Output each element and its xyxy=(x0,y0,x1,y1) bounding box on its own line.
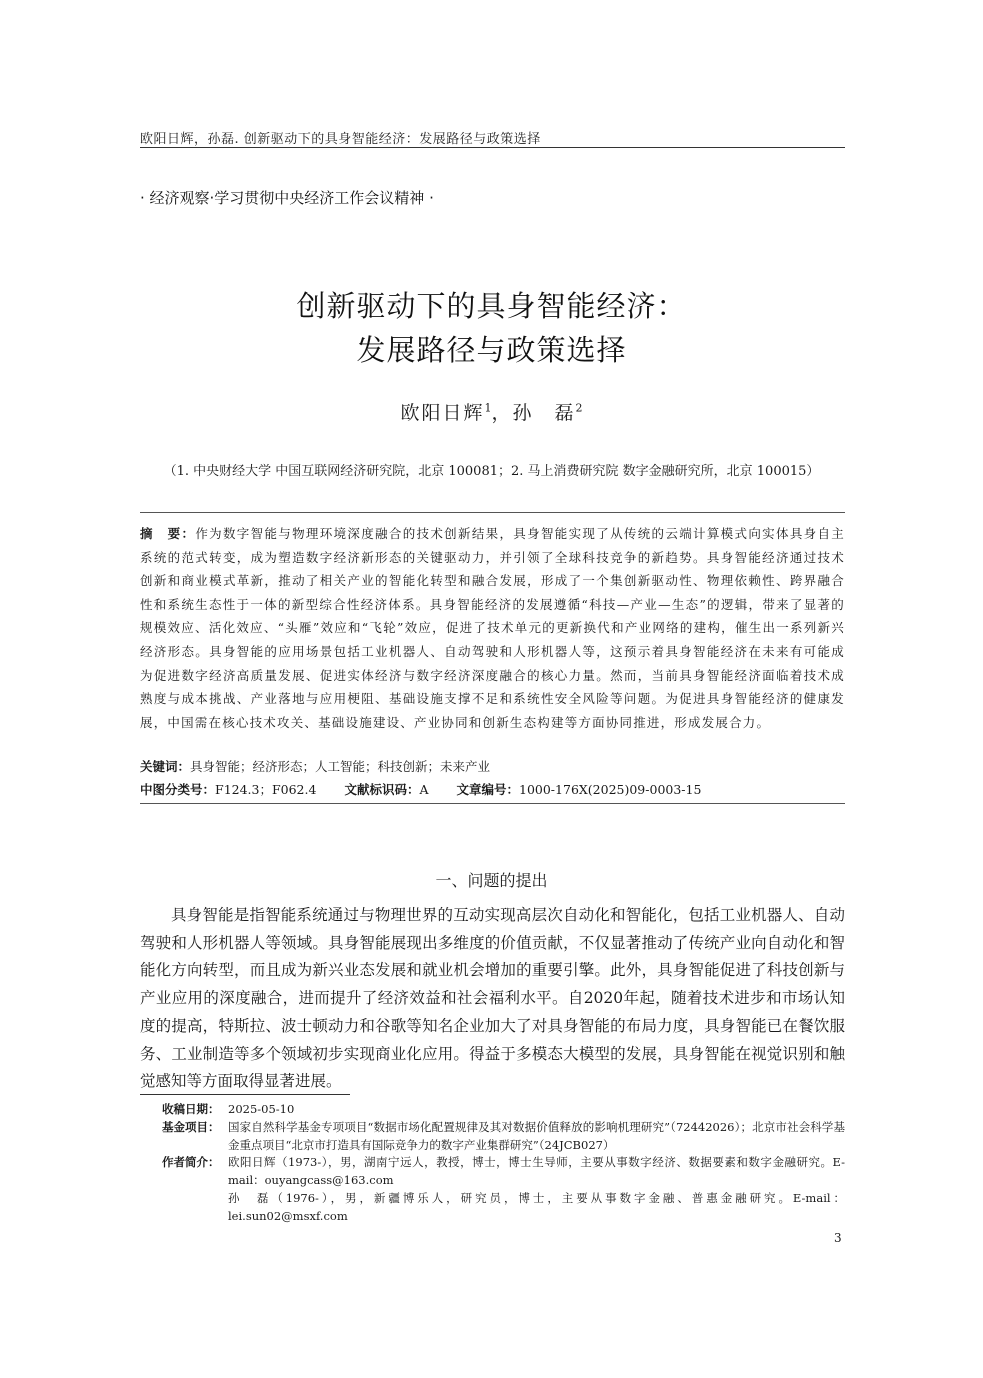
keywords-text: 具身智能；经济形态；人工智能；科技创新；未来产业 xyxy=(190,759,491,774)
bio-text xyxy=(228,1154,845,1225)
author-1-affil-mark: 1 xyxy=(484,401,492,415)
author-separator: ， xyxy=(491,402,513,424)
article-title-line-2: 发展路径与政策选择 xyxy=(356,333,627,367)
keywords-label: 关键词： xyxy=(140,759,191,774)
doc-code-label: 文献标识码： xyxy=(344,782,420,797)
running-head: 欧阳日辉，孙磊. 创新驱动下的具身智能经济：发展路径与政策选择 xyxy=(140,132,541,147)
clc-label: 中图分类号： xyxy=(140,782,216,797)
footnote-bio xyxy=(162,1154,845,1225)
body-paragraph: 具身智能是指智能系统通过与物理世界的互动实现高层次自动化和智能化，包括工业机器人、自动驾驶和人形机器人等领域。具身智能展现出多维度的价值贡献，不仅显著推动了传统产业向自动化和智能化方向转型，而且成为新兴业态发展和就业机会增加的重要引擎。此外，具身智能促进了科技创新与产业应用的深度融合，进而提升了经济效益和社会福利水平。自2020年起，随着技术进步和市场认知度的提高，特斯拉、波士顿动力和谷歌等知名企业加大了对具身智能的布局力度，具身智能已在餐饮服务、工业制造等多个领域初步实现商业化应用。得益于多模态大模型的发展，具身智能在视觉识别和触觉感知等方面取得显著进展。 xyxy=(140,906,845,1091)
footnote-rule xyxy=(140,1094,350,1095)
fund-label: 基金项目： xyxy=(162,1119,220,1134)
section-heading: 一、问题的提出 xyxy=(435,871,548,890)
footnotes xyxy=(162,1101,845,1226)
abstract-label: 摘 要： xyxy=(140,526,196,541)
author-line xyxy=(0,398,983,425)
fund-text: 国家自然科学基金专项项目“数据市场化配置规律及其对数据价值释放的影响机理研究”（72442026）；北京市社会科学基金重点项目“北京市打造具有国际竞争力的数字产业集群研究”（24JCB027） xyxy=(228,1119,845,1152)
received-date: 2025-05-10 xyxy=(228,1102,295,1116)
article-no-label: 文章编号： xyxy=(456,782,519,797)
bio-author-1: 欧阳日辉（1973-），男，湖南宁远人，教授，博士，博士生导师，主要从事数字经济、数据要素和数字金融研究。E-mail：ouyangcass@163.com xyxy=(228,1155,845,1188)
footnote-fund xyxy=(162,1119,845,1155)
affiliations: （1. 中央财经大学 中国互联网经济研究院，北京 100081；2. 马上消费研究院 数字金融研究所，北京 100015） xyxy=(163,464,820,479)
page-number: 3 xyxy=(834,1231,842,1245)
clc-value: F124.3；F062.4 xyxy=(215,782,317,797)
doc-code-value: A xyxy=(419,782,429,797)
article-no-value: 1000-176X(2025)09-0003-15 xyxy=(519,782,702,797)
column-tag: · 经济观察·学习贯彻中央经济工作会议精神 · xyxy=(140,189,434,207)
header-rule xyxy=(140,147,845,148)
received-label: 收稿日期： xyxy=(162,1102,220,1116)
classification-line xyxy=(140,780,845,800)
bio-author-2: 孙 磊（1976-），男，新疆博乐人，研究员，博士，主要从事数字金融、普惠金融研究。E-mail：lei.sun02@msxf.com xyxy=(228,1190,845,1223)
author-1-name: 欧阳日辉 xyxy=(400,402,485,424)
abstract-text: 作为数字智能与物理环境深度融合的技术创新结果，具身智能实现了从传统的云端计算模式向实体具身自主系统的范式转变，成为塑造数字经济新形态的关键驱动力，并引领了全球科技竞争的新趋势。具身智能经济通过技术创新和商业模式革新，推动了相关产业的智能化转型和融合发展，形成了一个集创新驱动性、物理依赖性、跨界融合性和系统生态性于一体的新型综合性经济体系。具身智能经济的发展遵循“科技—产业—生态”的逻辑，带来了显著的规模效应、活化效应、“头雁”效应和“飞轮”效应，促进了技术单元的更新换代和产业网络的建构，催生出一系列新兴经济形态。具身智能的应用场景包括工业机器人、自动驾驶和人形机器人等，这预示着具身智能经济在未来有可能成为促进数字经济高质量发展、促进实体经济与数字经济深度融合的核心力量。然而，当前具身智能经济面临着技术成熟度与成本挑战、产业落地与应用梗阻、基础设施支撑不足和系统性安全风险等问题。为促进具身智能经济的健康发展，中国需在核心技术攻关、基础设施建设、产业协同和创新生态构建等方面协同推进，形成发展合力。 xyxy=(140,526,845,730)
author-2-name: 孙 磊 xyxy=(512,402,576,424)
bio-label: 作者简介： xyxy=(162,1155,220,1170)
article-title-line-1: 创新驱动下的具身智能经济： xyxy=(296,289,687,323)
abstract-rule-bottom xyxy=(140,803,845,804)
abstract xyxy=(140,522,845,734)
author-2-affil-mark: 2 xyxy=(575,401,583,415)
abstract-rule-top xyxy=(140,512,845,513)
keywords xyxy=(140,757,845,777)
footnote-received xyxy=(162,1101,845,1119)
